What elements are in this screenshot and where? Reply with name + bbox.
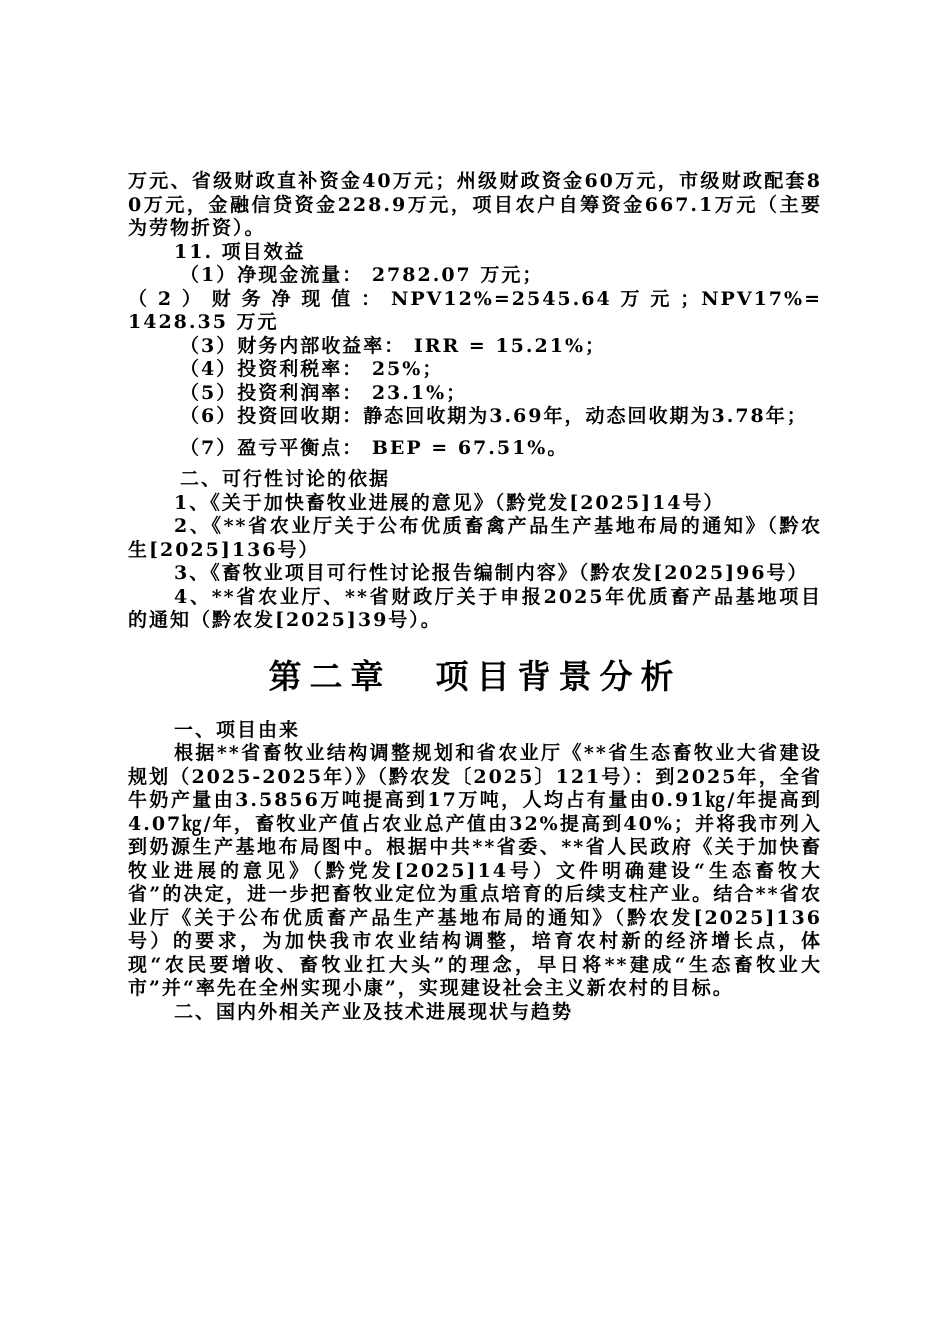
- benefit-item-3: （3）财务内部收益率： IRR = 15.21%；: [180, 334, 607, 357]
- document-page: [128, 170, 822, 1024]
- benefit-heading: 11. 项目效益: [174, 240, 306, 263]
- section-heading-origin: 一、项目由来: [174, 718, 301, 741]
- benefit-item-4: （4）投资利税率： 25%；: [180, 358, 444, 380]
- basis-item-1: 1、《关于加快畜牧业进展的意见》（黔党发[2025]14号）: [174, 491, 725, 514]
- benefit-item-6: （6）投资回收期：静态回收期为3.69年，动态回收期为3.78年；: [180, 405, 808, 427]
- chapter-number: 第二章: [268, 656, 392, 696]
- basis-item-4: 4、**省农业厅、**省财政厅关于申报2025年优质畜产品基地项目的通知（黔农发[2025]39号）。: [128, 585, 822, 631]
- chapter-title: [128, 657, 822, 697]
- benefit-item-2: （ 2 ） 财 务 净 现 值 ： NPV12%=2545.64 万 元 ；NPV17%=1428.35 万元: [128, 287, 822, 333]
- benefit-item-5: （5）投资利润率： 23.1%；: [180, 381, 468, 404]
- funding-paragraph: 万元、省级财政直补资金40万元；州级财政资金60万元，市级财政配套80万元，金融信贷资金228.9万元，项目农户自筹资金667.1万元（主要为劳物折资）。: [128, 170, 822, 239]
- chapter-name: 项目背景分析: [435, 656, 682, 696]
- basis-heading: 二、可行性讨论的依据: [180, 468, 391, 490]
- basis-item-3: 3、《畜牧业项目可行性讨论报告编制内容》（黔农发[2025]96号）: [174, 562, 809, 584]
- basis-item-2: 2、《**省农业厅关于公布优质畜禽产品生产基地布局的通知》（黔农生[2025]136号）: [128, 515, 822, 561]
- origin-paragraph: 根据**省畜牧业结构调整规划和省农业厅《**省生态畜牧业大省建设规划（2025-2025年）》（黔农发〔2025〕121号）：到2025年，全省牛奶产量由3.5856万吨提高到17万吨，人均占有量由0.91㎏/年提高到4.07㎏/年，畜牧业产值占农业总产值由32%提高到40%；并将我市列入到奶源生产基地布局图中。根据中共**省委、**省人民政府《关于加快畜牧业进展的意见》（黔党发[2025]14号）文件明确建设“生态畜牧大省”的决定，进一步把畜牧业定位为重点培育的后续支柱产业。结合**省农业厅《关于公布优质畜产品生产基地布局的通知》（黔农发[2025]136号）的要求，为加快我市农业结构调整，培育农村新的经济增长点，体现“农民要增收、畜牧业扛大头”的理念，早日将**建成“生态畜牧业大市”并“率先在全州实现小康”，实现建设社会主义新农村的目标。: [128, 742, 822, 999]
- benefit-item-7: （7）盈亏平衡点： BEP = 67.51%。: [180, 436, 569, 459]
- section-heading-industry: 二、国内外相关产业及技术进展现状与趋势: [174, 1000, 574, 1023]
- benefit-item-1: （1）净现金流量： 2782.07 万元；: [180, 264, 544, 286]
